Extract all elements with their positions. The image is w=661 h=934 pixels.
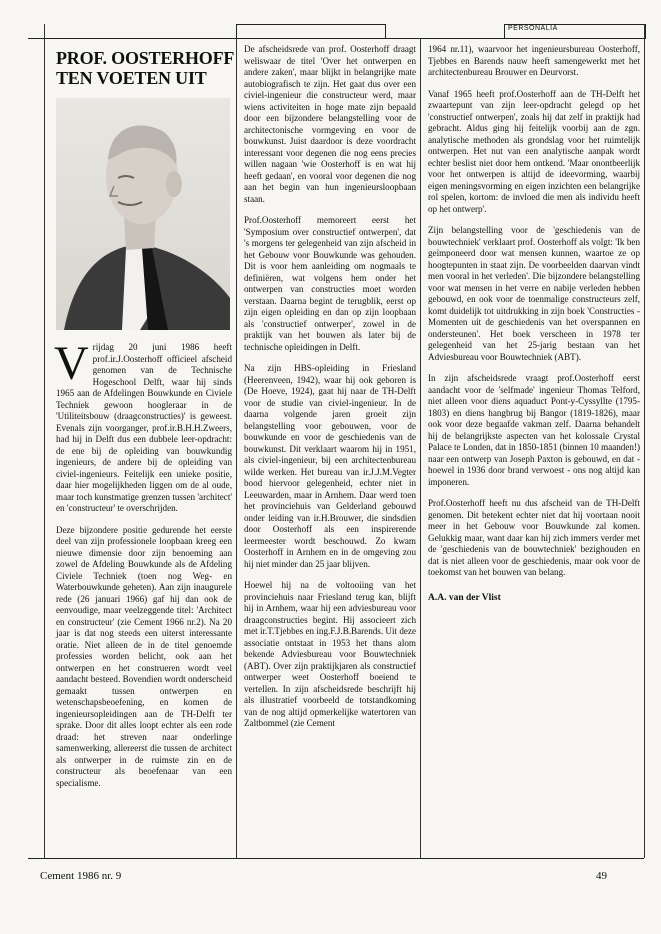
header-box-left: [236, 24, 386, 39]
article-title-line1: PROF. OOSTERHOFF: [56, 48, 235, 68]
paragraph: Hoewel hij na de voltooiing van het provinciehuis naar Friesland terug kan, blijft hij in Arnhem, waar hij een adviesbureau voor draagconstructies begint. Hij associeert zich met ir.T.Tjebbes en ing.F.J.B.Barends. Uit deze associatie ontstaat in 1953 het thans alom bekende Adviesbureau voor Bouwtechniek (ABT). Over zijn praktijkjaren als constructief ontwerper weet Oosterhoff boeiend te vertellen. In zijn afscheidsrede beschrijft hij als illustratief voorbeeld de totstandkoming van de nog altijd opmerkelijke watertoren van Zaltbommel (zie Cement: [244, 580, 416, 728]
portrait-photo: [56, 98, 230, 330]
portrait-illustration: [56, 98, 230, 330]
header-rule: [28, 38, 644, 39]
article-column-3: [428, 44, 640, 604]
paragraph: 1964 nr.11), waarvoor het ingenieursbureau Oosterhoff, Tjebbes en Barends nauw heeft samengewerkt met het architectenbureau Brouwer en Deurvorst.: [428, 44, 640, 77]
paragraph: Prof.Oosterhoff memoreert eerst het 'Symposium over constructief ontwerpen', dat 's morgens ter gelegenheid van zijn afscheid in het Gebouw voor Bouwkunde was gehouden. Dit is voor hem aanleiding om nogmaals te definiëren, wat volgens hem onder het ontwerpen van constructies moet worden verstaan. Daarna begint de terugblik, eerst op zijn eigen opleiding en dan op zijn loopbaan als 'constructief ontwerper', zowel in de praktijk van het bouwen als later bij de technische opleidingen in Delft.: [244, 215, 416, 352]
paragraph: Na zijn HBS-opleiding in Friesland (Heerenveen, 1942), waar hij ook geboren is (De Hoeve, 1924), gaat hij naar de TH-Delft voor de studie van civiel-ingenieur. In de daarna volgende jaren groeit zijn belangstelling voor gebouwen, voor de bouwkunde en voor de geschiedenis van de bouwkunst. Dit verklaart waarom hij in 1951, als civiel-ingenieur, bij een architectenbureau wilde werken. Het bureau van ir.J.J.M.Vegter bood hiervoor gelegenheid, echter niet in Leeuwarden, maar in Arnhem. Daar werd toen het provinciehuis van Gelderland gebouwd onder leiding van ir.H.Brouwer, die sindsdien door Oosterhoff als een inspirerende leermeester wordt beschouwd. Zo kwam Oosterhoff in Arnhem en in de omgeving zou hij niet minder dan 25 jaar blijven.: [244, 363, 416, 569]
column-rule-2: [420, 38, 421, 858]
paragraph-text: rijdag 20 juni 1986 heeft prof.ir.J.Oosterhoff officieel afscheid genomen van de Technische Hogeschool Delft, waar hij sinds 1965 aan de Afdelingen Bouwkunde en Civiele Techniek gewoon hoogleraar in de 'Utiliteitsbouw (draagconstructies)' is geweest. Evenals zijn voorganger, prof.ir.B.H.H.Zweers, had hij in Delft dus een dubbele leer-opdracht: de ene bij de opleiding van bouwkundig ingenieurs, de andere bij de opleiding van civiel-ingenieurs. Feitelijk een unieke positie, daar hier mogelijkheden liggen om de al oude, maar toch kunstmatige grenzen tussen 'architect' en 'constructeur' te overschrijden.: [56, 342, 232, 513]
paragraph: De afscheidsrede van prof. Oosterhoff draagt weliswaar de titel 'Over het ontwerpen en andere zaken', maar blijkt in belangrijke mate autobiografisch te zijn. Het gaat dus over een civiel-ingenieur die constructeur werd, maar wiens activiteiten in hoge mate zijn bepaald door een bijzondere belangstelling voor de architectonische vormgeving en voor de bouwkunst. Juist daardoor is deze voordracht interessant voor degenen die nog eens precies willen nagaan 'wie Oosterhoff is en wat hij heeft gedaan', en vooral voor degenen die nog aan het begin van hun ingenieursloopbaan staan.: [244, 44, 416, 204]
article-title-line2: TEN VOETEN UIT: [56, 68, 207, 88]
column-rule-left: [44, 24, 45, 858]
article-column-2: [244, 44, 416, 730]
article-column-1: [54, 337, 232, 789]
section-label: PERSONALIA: [508, 25, 558, 32]
author-signature: A.A. van der Vlist: [428, 592, 501, 603]
journal-issue: Cement 1986 nr. 9: [40, 870, 122, 882]
paragraph: In zijn afscheidsrede vraagt prof.Oosterhoff eerst aandacht voor de 'selfmade' ingenieur Thomas Telford, niet alleen voor diens aquaduct Pont-y-Cyssyllte (1795-1803) en diens hangbrug bij Bangor (1819-1826), maar ook voor deze begaafde vakman zelf. Daarna behandelt hij de belangrijkste aspecten van het kolossale Crystal Palace te Londen, dat in 1850-1851 (binnen 10 maanden!) naar een ontwerp van Joseph Paxton is gebouwd, en dat - hoewel in 1936 door brand verwoest - ons nog altijd kan imponeren.: [428, 373, 640, 487]
paragraph: Zijn belangstelling voor de 'geschiedenis van de bouwtechniek' verklaart prof. Oosterhoff als volgt: 'Ik ben geïmponeerd door wat mensen kunnen, waartoe ze op hoogtepunten in staat zijn. De voorbeelden daarvan vindt men vooral in het verleden'. Die bijzondere belangstelling voor wat mensen in het verre en nabije verleden hebben gebouwd, en ook voor de toenmalige constructeurs zelf, komt duidelijk tot uitdrukking in zijn boek 'Constructies - Momenten uit de geschiedenis van het overspannen en ondersteunen'. Het boek verscheen in 1978 ter gelegenheid van het 25-jarig bestaan van het Adviesbureau voor Bouwtechniek (ABT).: [428, 225, 640, 362]
paragraph: Deze bijzondere positie gedurende het eerste deel van zijn professionele loopbaan kreeg een nieuwe dimensie door zijn benoeming aan zowel de Afdeling Bouwkunde als de Afdeling Civiele Techniek (toen nog Weg- en Waterbouwkunde geheten). Aan zijn inaugurele rede (26 januari 1966) gaf hij dan ook de eenvoudige, maar veelzeggende titel: 'Architect en constructeur' (zie Cement 1966 nr.2). Na 20 jaar is dat nog steeds een uiterst interessante oratie. Niet alleen de in de titel genoemde professies worden belicht, ook aan het ontwerpen en het construeren wordt veel aandacht besteed. Bovendien wordt onderscheid gemaakt tussen ontwerpen en wetenschapsbeoefening, en komen de ingenieursopleidingen aan de TH-Delft ter sprake. Door dit alles loopt echter als een rode draad: het streven naar onderlinge samenwerking, allereerst die tussen de architect als ontwerper in de ruimste zin en de constructeur als beoefenaar van een specialisme.: [56, 524, 232, 788]
paragraph: Prof.Oosterhoff heeft nu dus afscheid van de TH-Delft genomen. Dit betekent echter niet dat hij voortaan nooit meer in het Gebouw voor Bouwkunde zal komen. Gelukkig maar, want daar kan hij zich immers verder met de 'geschiedenis van de bouwtechniek' bezighouden en dat is niet alleen voor de geschiedenis, maar ook voor de toekomst van het bouwen van belang.: [428, 498, 640, 577]
paragraph: Vanaf 1965 heeft prof.Oosterhoff aan de TH-Delft het zwaartepunt van zijn leer-opdracht gelegd op het 'constructief ontwerpen', zoals hij dat zelf in praktijk had gebracht. Aldus ging hij feitelijk voorbij aan de zgn. analytische methoden als grondslag voor het ruimtelijk ontwerpen. Het nut van een analytische aanpak wordt echter beslist niet door hem ontkend. 'Maar onontbeerlijk voor het ontwerpen is altijd de ideevorming, waarbij eigen meningsvorming en eigen inzichten een belangrijke rol spelen, kortom: de invloed die men als individu heeft op het ontwerp'.: [428, 88, 640, 214]
column-rule-right: [644, 24, 645, 858]
drop-cap: V: [54, 337, 89, 390]
page-number: 49: [596, 870, 607, 882]
article-title: [56, 48, 236, 88]
paragraph: [54, 337, 232, 515]
footer-rule: [28, 858, 644, 859]
column-rule-1: [236, 38, 237, 858]
